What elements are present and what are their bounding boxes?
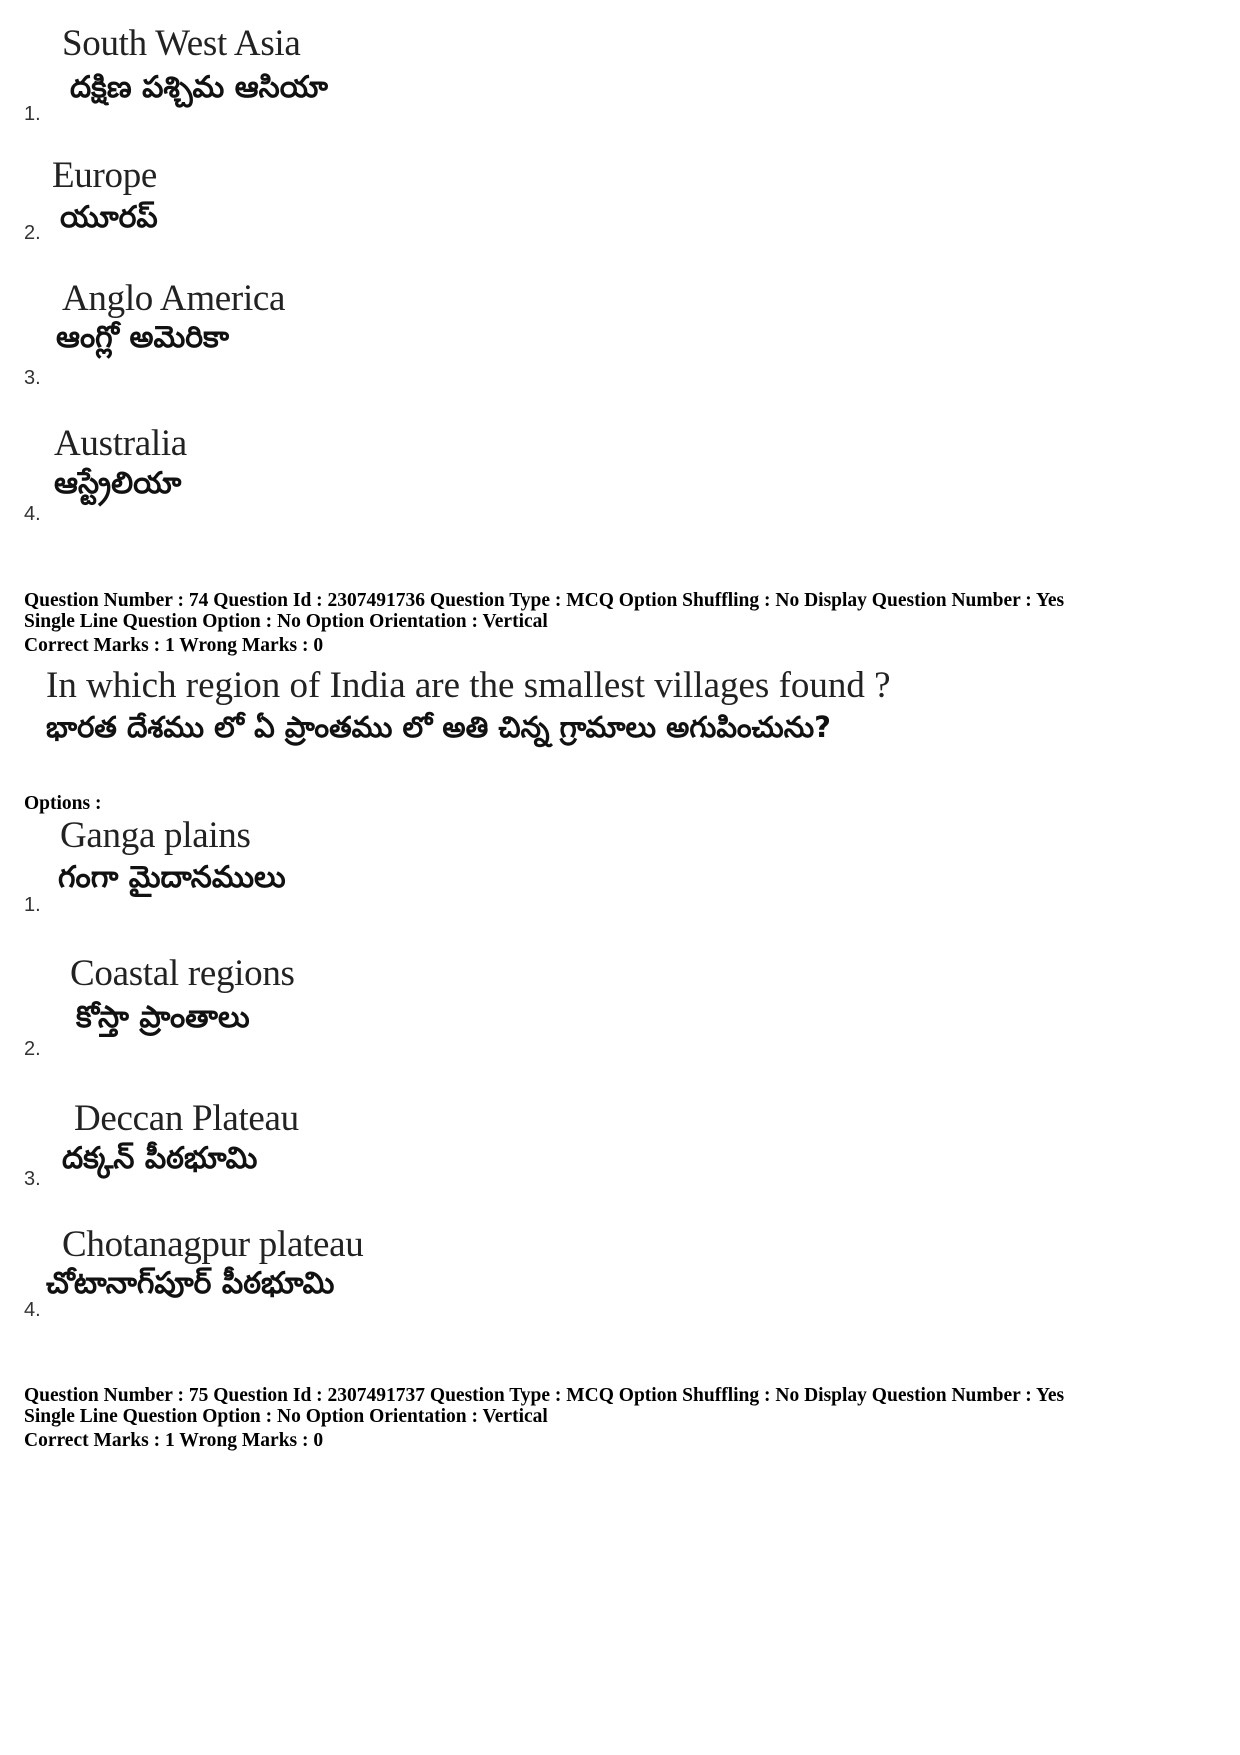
option-telugu: గంగా మైదానములు [58, 860, 286, 895]
question-marks: Correct Marks : 1 Wrong Marks : 0 [24, 635, 324, 656]
question-meta-line2: Single Line Question Option : No Option Orientation : Vertical [24, 1406, 548, 1427]
option-number: 2. [24, 1038, 41, 1060]
question-marks: Correct Marks : 1 Wrong Marks : 0 [24, 1430, 324, 1451]
question-meta [24, 1385, 1064, 1427]
question-text-english: In which region of India are the smallest villages found ? [46, 665, 891, 706]
option-number: 3. [24, 1168, 41, 1190]
option-telugu: దక్కన్ పీఠభూమి [62, 1141, 258, 1176]
option-english: Deccan Plateau [74, 1098, 299, 1139]
question-text-telugu: భారత దేశము లో ఏ ప్రాంతము లో అతి చిన్న గ్రామాలు అగుపించును? [46, 710, 831, 744]
option-number: 4. [24, 1299, 41, 1321]
option-number: 4. [24, 503, 41, 525]
options-label: Options : [24, 793, 102, 814]
option-number: 1. [24, 894, 41, 916]
option-telugu: కోస్తా ప్రాంతాలు [76, 1000, 250, 1035]
option-telugu: ఆంగ్లో అమెరికా [56, 320, 230, 355]
option-english: South West Asia [62, 23, 301, 64]
question-meta-line2: Single Line Question Option : No Option Orientation : Vertical [24, 611, 548, 632]
option-english: Australia [54, 423, 187, 464]
option-number: 2. [24, 222, 41, 244]
option-english: Ganga plains [60, 815, 251, 856]
option-number: 3. [24, 367, 41, 389]
option-english: Chotanagpur plateau [62, 1224, 364, 1265]
question-meta-line1: Question Number : 74 Question Id : 2307491736 Question Type : MCQ Option Shuffling : No Display Question Number : Yes [24, 590, 1065, 611]
option-number: 1. [24, 103, 41, 125]
option-telugu: చోటానాగ్‌పూర్ పీఠభూమి [46, 1266, 335, 1301]
question-meta-line1: Question Number : 75 Question Id : 2307491737 Question Type : MCQ Option Shuffling : No Display Question Number : Yes [24, 1385, 1065, 1406]
option-telugu: ఆస్ట్రేలియా [54, 466, 182, 501]
option-telugu: యూరప్ [60, 200, 158, 235]
option-telugu: దక్షిణ పశ్చిమ ఆసియా [70, 70, 328, 105]
option-english: Europe [52, 155, 158, 196]
question-meta [24, 590, 1064, 632]
option-english: Anglo America [62, 278, 286, 319]
option-english: Coastal regions [70, 953, 295, 994]
